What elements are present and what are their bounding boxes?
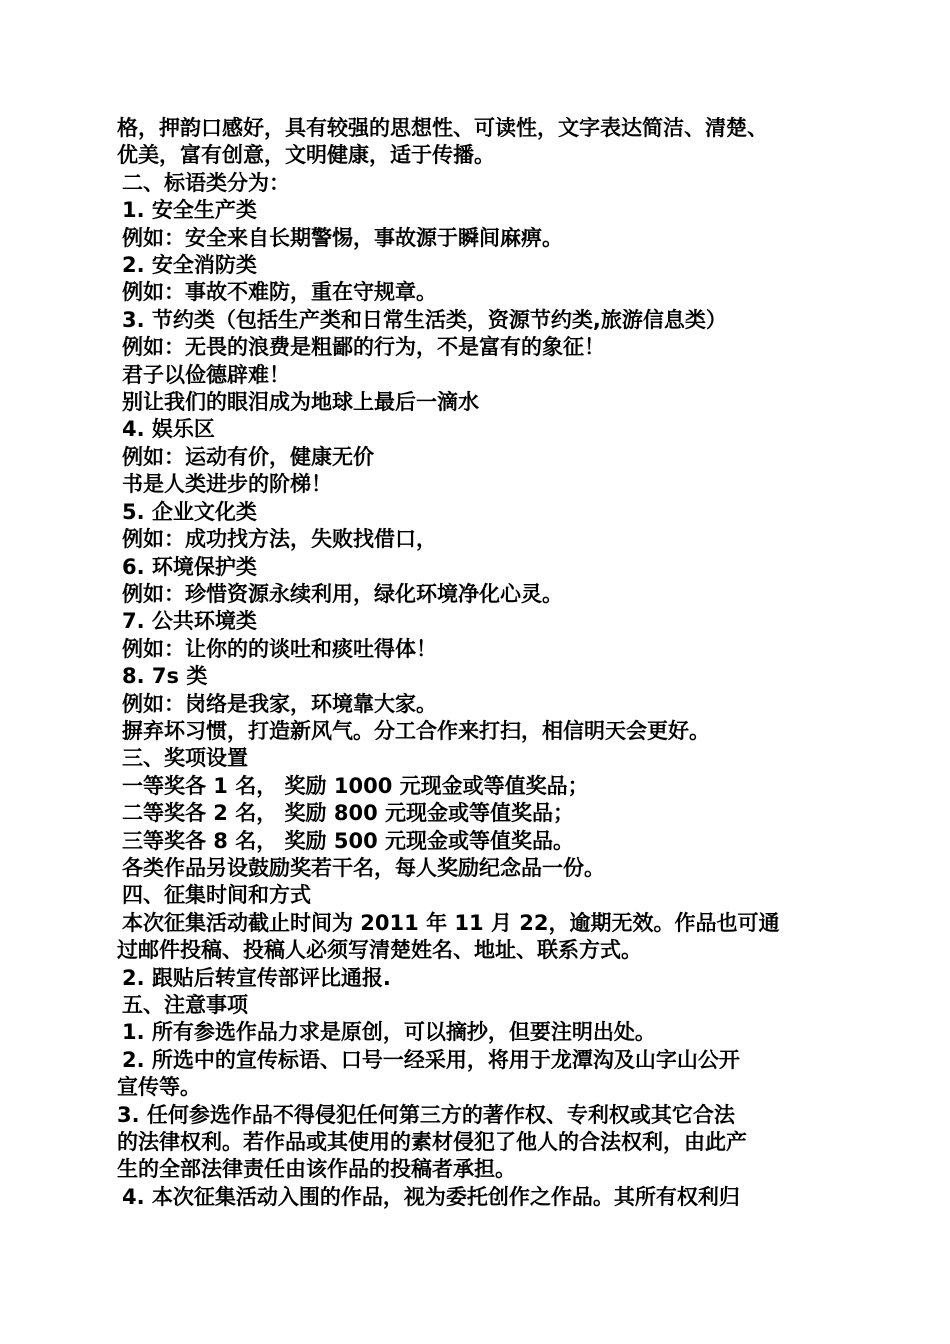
example-line: 例如：安全来自长期警惕，事故源于瞬间麻痹。 [122, 225, 563, 250]
section-heading: 五、注意事项 [122, 993, 248, 1017]
award-line: 二等奖各 2 名， 奖励 800 元现金或等值奖品； [122, 801, 575, 826]
example-line: 例如：让你的的谈吐和痰吐得体！ [122, 636, 437, 661]
example-line: 例如：岗络是我家，环境靠大家。 [122, 691, 437, 716]
category-heading: 7. 公共环境类 [122, 609, 257, 634]
notice-item-continuation: 生的全部法律责任由该作品的投稿者承担。 [117, 1157, 516, 1182]
category-heading: 8. 7s 类 [122, 664, 208, 689]
award-line: 一等奖各 1 名， 奖励 1000 元现金或等值奖品； [122, 773, 589, 798]
example-line: 例如：事故不难防，重在守规章。 [122, 280, 437, 305]
notice-item-continuation: 的法律权利。若作品或其使用的素材侵犯了他人的合法权利，由此产 [117, 1130, 747, 1155]
category-heading: 5. 企业文化类 [122, 499, 257, 524]
category-heading: 2. 安全消防类 [122, 253, 257, 278]
category-heading: 3. 节约类（包括生产类和日常生活类，资源节约类,旅游信息类） [122, 307, 727, 332]
section-heading: 四、征集时间和方式 [122, 883, 311, 908]
award-line: 各类作品另设鼓励奖若干名，每人奖励纪念品一份。 [122, 855, 605, 880]
section-heading: 二、标语类分为： [122, 170, 290, 195]
category-heading: 4. 娱乐区 [122, 417, 215, 442]
example-line: 别让我们的眼泪成为地球上最后一滴水 [122, 390, 479, 415]
paragraph-line: 优美，富有创意，文明健康，适于传播。 [117, 143, 495, 168]
paragraph-line: 本次征集活动截止时间为 2011 年 11 月 22，逾期无效。作品也可通 [122, 910, 780, 935]
category-heading: 1. 安全生产类 [122, 198, 257, 223]
notice-item: 3. 任何参选作品不得侵犯任何第三方的著作权、专利权或其它合法 [117, 1102, 735, 1127]
example-line: 摒弃坏习惯，打造新风气。分工合作来打扫，相信明天会更好。 [122, 718, 710, 743]
notice-item-continuation: 宣传等。 [117, 1075, 201, 1100]
notice-item: 2. 所选中的宣传标语、口号一经采用，将用于龙潭沟及山字山公开 [122, 1047, 740, 1072]
example-line: 例如：珍惜资源永续利用，绿化环境净化心灵。 [122, 581, 563, 606]
paragraph-line: 过邮件投稿、投稿人必须写清楚姓名、地址、联系方式。 [117, 938, 642, 963]
notice-item: 1. 所有参选作品力求是原创，可以摘抄，但要注明出处。 [122, 1020, 656, 1045]
example-line: 书是人类进步的阶梯！ [122, 472, 332, 497]
notice-item: 4. 本次征集活动入围的作品，视为委托创作之作品。其所有权利归 [122, 1184, 740, 1209]
example-line: 例如：无畏的浪费是粗鄙的行为，不是富有的象征！ [122, 335, 605, 360]
paragraph-line: 2. 跟贴后转宣传部评比通报. [122, 965, 391, 990]
example-line: 例如：成功找方法，失败找借口， [122, 527, 437, 552]
award-line: 三等奖各 8 名， 奖励 500 元现金或等值奖品。 [122, 828, 575, 853]
example-line: 君子以俭德辟难！ [122, 362, 290, 387]
paragraph-line: 格，押韵口感好，具有较强的思想性、可读性，文字表达简洁、清楚、 [117, 116, 768, 140]
section-heading: 三、奖项设置 [122, 746, 248, 771]
document-body [117, 115, 847, 1211]
example-line: 例如：运动有价，健康无价 [122, 444, 374, 469]
category-heading: 6. 环境保护类 [122, 554, 257, 579]
